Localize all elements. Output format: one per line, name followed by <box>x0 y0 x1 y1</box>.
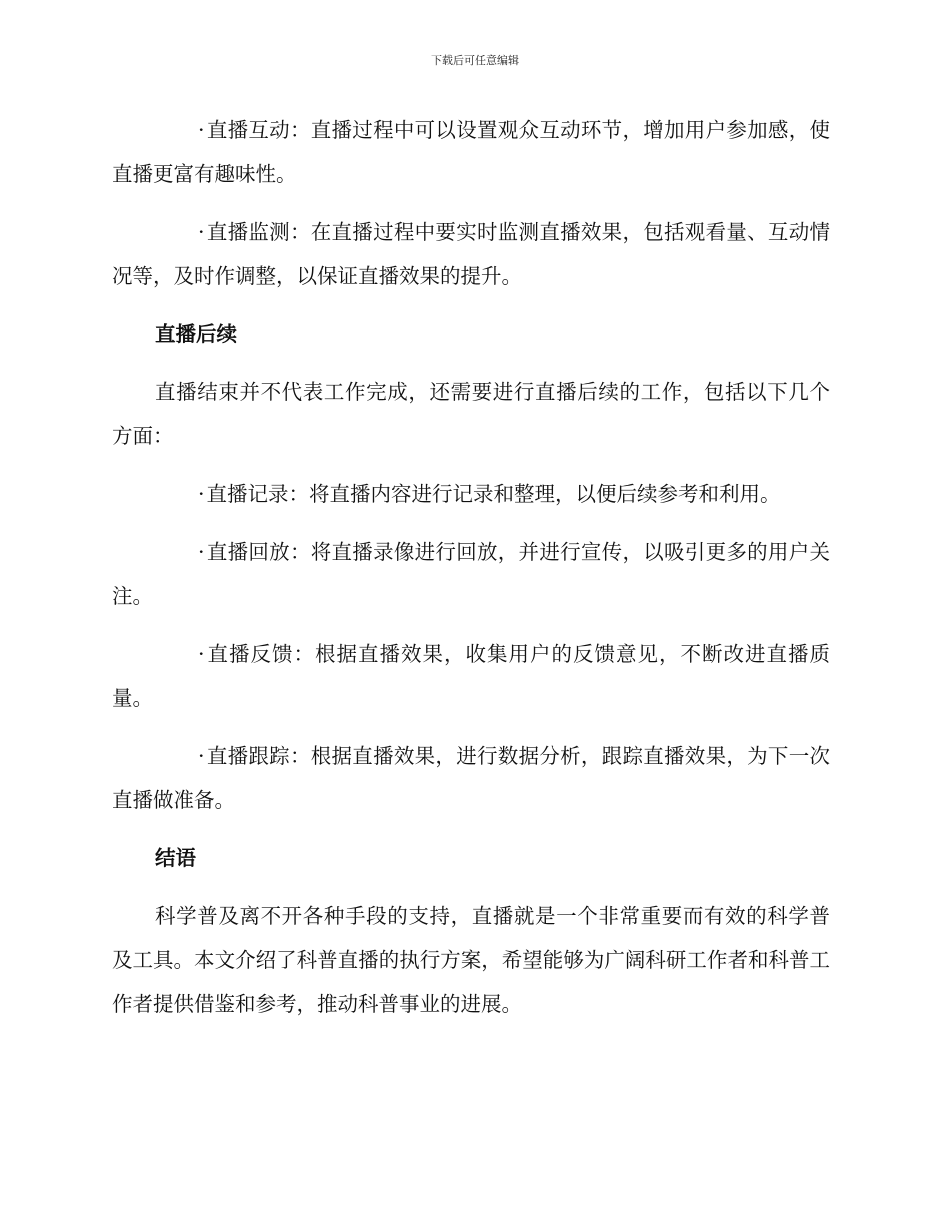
bullet-marker: · <box>198 220 205 244</box>
bullet-marker: · <box>198 482 205 506</box>
page-header: 下载后可任意编辑 <box>431 54 519 67</box>
document-body <box>112 108 830 1040</box>
paragraph-follow-up-intro: 直播结束并不代表工作完成，还需要进行直播后续的工作，包括以下几个方面： <box>112 380 830 448</box>
paragraph-conclusion: 科学普及离不开各种手段的支持，直播就是一个非常重要而有效的科学普及工具。本文介绍了科普直播的执行方案，希望能够为广阔科研工作者和科普工作者提供借鉴和参考，推动科普事业的进展。 <box>112 904 830 1016</box>
paragraph-text: 直播反馈：根据直播效果，收集用户的反馈意见，不断改进直播质量。 <box>112 642 830 710</box>
paragraph-text: 直播互动：直播过程中可以设置观众互动环节，增加用户参加感，使直播更富有趣味性。 <box>112 118 830 186</box>
paragraph-text: 直播监测：在直播过程中要实时监测直播效果，包括观看量、互动情况等，及时作调整，以保证直播效果的提升。 <box>112 220 830 288</box>
paragraph-text: 直播跟踪：根据直播效果，进行数据分析，跟踪直播效果，为下一次直播做准备。 <box>112 744 830 812</box>
bullet-marker: · <box>198 540 205 564</box>
paragraph-live-record <box>112 472 830 516</box>
paragraph-live-interaction <box>112 108 830 196</box>
paragraph-text: 直播回放：将直播录像进行回放，并进行宣传，以吸引更多的用户关注。 <box>112 540 830 608</box>
paragraph-text: 直播记录：将直播内容进行记录和整理，以便后续参考和利用。 <box>206 482 781 506</box>
paragraph-live-feedback <box>112 632 830 720</box>
paragraph-live-replay <box>112 530 830 618</box>
bullet-marker: · <box>198 642 205 666</box>
paragraph-live-monitoring <box>112 210 830 298</box>
section-heading-follow-up: 直播后续 <box>155 322 237 346</box>
bullet-marker: · <box>198 118 205 142</box>
paragraph-live-tracking <box>112 734 830 822</box>
bullet-marker: · <box>198 744 205 768</box>
section-heading-conclusion: 结语 <box>155 846 196 870</box>
